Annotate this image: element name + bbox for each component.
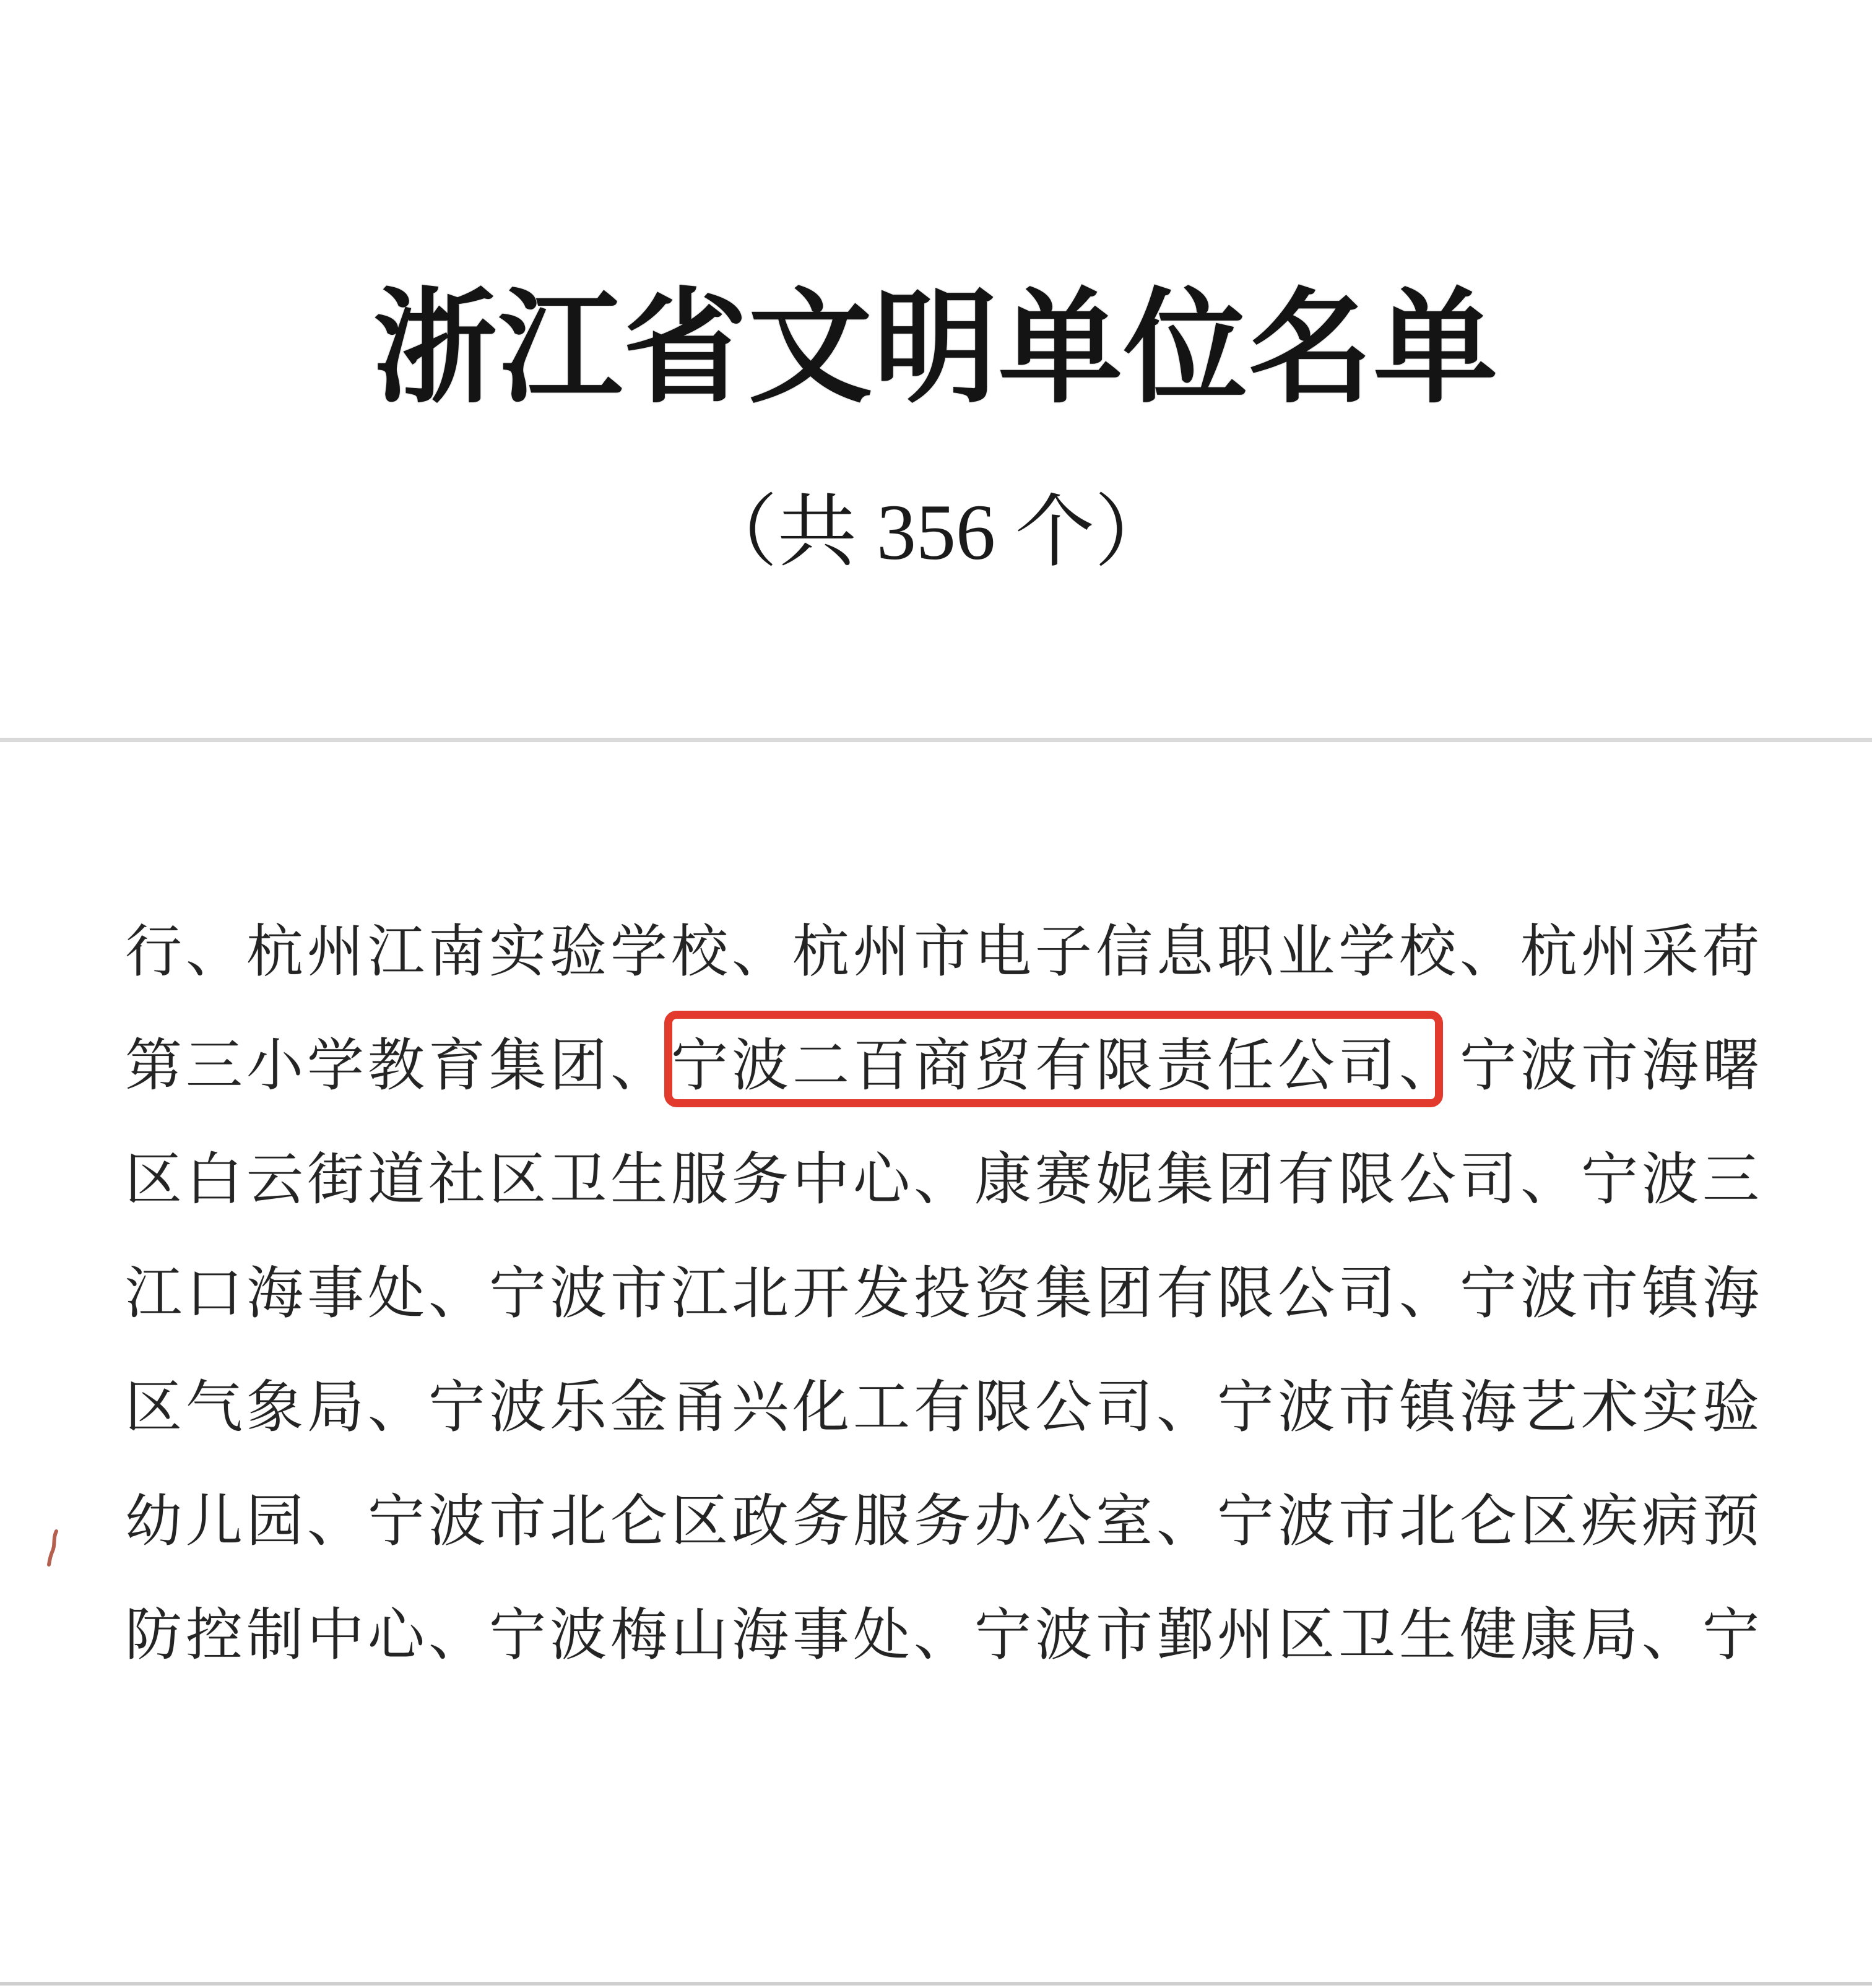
body-line: 江口海事处、宁波市江北开发投资集团有限公司、宁波市镇海 — [125, 1262, 1764, 1325]
body-line: 防控制中心、宁波梅山海事处、宁波市鄞州区卫生健康局、宁 — [125, 1604, 1764, 1667]
line2-pre-text: 第三小学教育集团、 — [125, 1034, 672, 1097]
page-bottom-edge — [0, 1982, 1872, 1986]
body-line: 区气象局、宁波乐金甬兴化工有限公司、宁波市镇海艺术实验 — [125, 1376, 1764, 1439]
body-line: 区白云街道社区卫生服务中心、康赛妮集团有限公司、宁波三 — [125, 1148, 1764, 1211]
body-line: 幼儿园、宁波市北仑区政务服务办公室、宁波市北仑区疾病预 — [125, 1490, 1764, 1553]
red-squiggle-icon — [43, 1529, 63, 1567]
line2-post-text: 、宁波市海曙 — [1399, 1034, 1764, 1097]
body-line — [125, 1009, 1796, 1123]
section-divider — [0, 738, 1872, 742]
page-title: 浙江省文明单位名单 — [373, 281, 1499, 418]
subtitle-count: （共 356 个） — [698, 488, 1174, 576]
body-line: 行、杭州江南实验学校、杭州市电子信息职业学校、杭州采荷 — [125, 920, 1764, 983]
body-paragraph — [125, 895, 1796, 1692]
highlighted-company-name: 宁波二百商贸有限责任公司 — [671, 1034, 1400, 1097]
red-margin-mark — [43, 1529, 63, 1567]
